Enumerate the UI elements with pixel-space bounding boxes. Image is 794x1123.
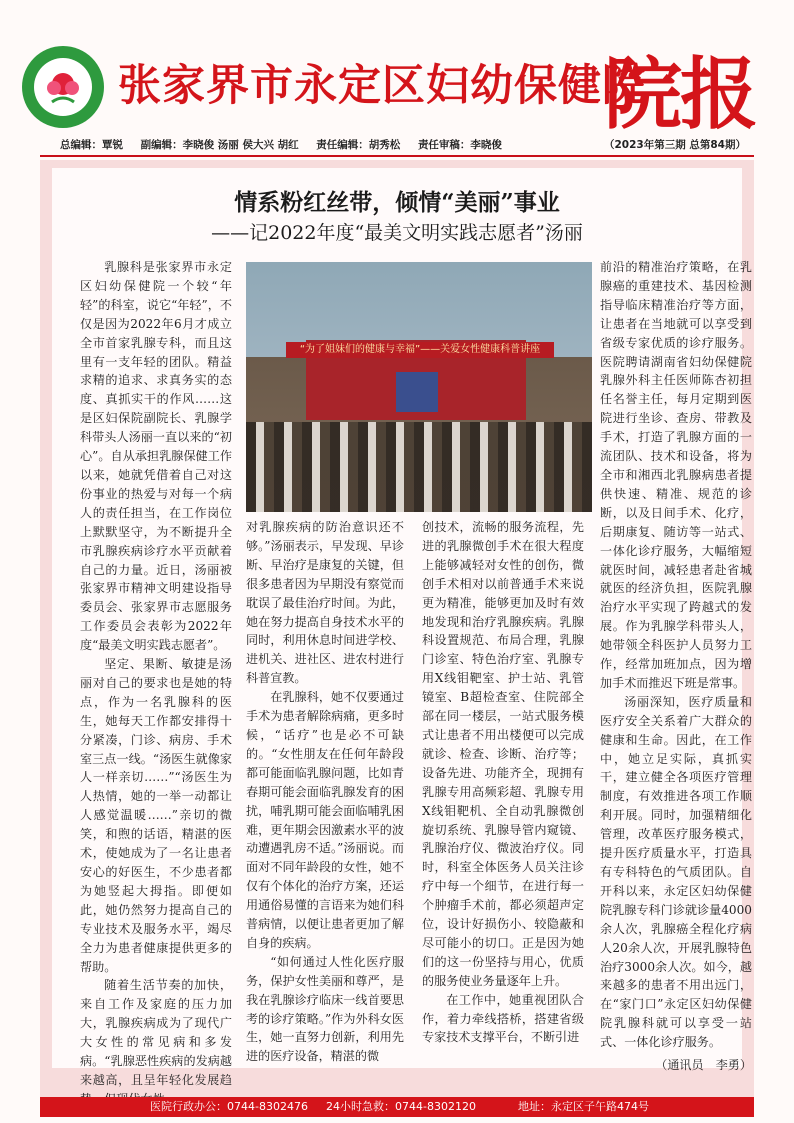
hospital-name: 张家界市永定区妇幼保健院 [118,61,646,111]
article-headline: 情系粉红丝带，倾情“美丽”事业 [234,189,560,216]
newspaper-title: 院报 [604,50,757,140]
paragraph: “如何通过人性化医疗服务，保护女性美丽和尊严，是我在乳腺诊疗临床一线首要思考的诊疗策略。”作为外科女医生，她一直努力创新，利用先进的医疗设备，精湛的微 [246,954,404,1064]
issue-number: （2023年第三期 总第84期） [604,139,746,151]
responsible-editor: 责任编辑：胡秀松 [316,139,401,151]
reviewer: 责任审稿：李晓俊 [417,139,502,151]
text-column-2 [246,518,404,1066]
hospital-logo [22,46,104,128]
text-column-1 [80,258,232,1109]
reporter-credit: （通讯员 李勇） [655,1058,752,1073]
paragraph: 在工作中，她重视团队合作，着力牵线搭桥，搭建省级专家技术支撑平台，不断引进 [422,992,584,1045]
paragraph: 汤丽深知，医疗质量和医疗安全关系着广大群众的健康和生命。因此，在工作中，她立足实际，真抓实干，建立健全各项医疗管理制度，有效推进各项工作顺利开展。同时，加强精细化管理，改革医疗服务模式，提升医疗质量水平，打造具有专科特色的气质团队。自开科以来，永定区妇幼保健院乳腺专科门诊就诊量4000余人次，乳腺癌全程化疗病人20余人次，开展乳腺特色治疗3000余人次。如今，越来越多的患者不用出远门，在“家门口”永定区妇幼保健院乳腺科就可以享受一站式、一体化诊疗服务。 [600,694,752,1050]
office-phone: 医院行政办公：0744-8302476 [150,1100,308,1113]
paragraph: 乳腺科是张家界市永定区妇幼保健院一个较“年轻”的科室，说它“年轻”，不仅是因为2022年6月才成立全市首家乳腺专科，而且这里有一支年轻的团队。精益求精的追求、求真务实的态度、真抓实干的作风……这是区妇保院副院长、乳腺学科带头人汤丽一直以来的“初心”。自从承担乳腺保健工作以来，她就凭借着自己对这份事业的热爱与对每一个病人的责任担当，在工作岗位上默默坚守，为不断提升全市乳腺疾病诊疗水平贡献着自己的力量。近日，汤丽被张家界市精神文明建设指导委员会、张家界市志愿服务工作委员会表彰为2022年度“最美文明实践志愿者”。 [80,260,232,653]
paragraph: 前沿的精准治疗策略，在乳腺癌的重建技术、基因检测指导临床精准治疗等方面，让患者在当地就可以享受到省级专家优质的诊疗服务。医院聘请湖南省妇幼保健院乳腺外科主任医师陈杏初担任名誉主任，每月定期到医院进行坐诊、查房、带教及手术，打造了乳腺方面的一流团队、技术和设备，将为全市和湘西北乳腺病患者提供快速、精准、规范的诊断，以及日间手术、化疗，后期康复、随访等一站式、一体化诊疗服务，大幅缩短就医时间，减轻患者赴省城就医的经济负担，医院乳腺治疗水平实现了跨越式的发展。作为乳腺学科带头人，她带领全科医护人员努力工作，经常加班加点，因为增加手术而推迟下班是常事。 [600,260,752,690]
paragraph: 创技术，流畅的服务流程，先进的乳腺微创手术在很大程度上能够减轻对女性的创伤，微创手术相对以前普通手术来说更为精准，能够更加及时有效地发现和治疗乳腺疾病。乳腺科设置规范、布局合理，乳腺门诊室、特色治疗室、乳腺专用X线钼靶室、护士站、乳管镜室、B超检查室、住院部全部在同一楼层，一站式服务模式让患者不用出楼便可以完成就诊、检查、诊断、治疗等；设备先进、功能齐全，现拥有乳腺专用高频彩超、乳腺专用X线钼靶机、全自动乳腺微创旋切系统、乳腺导管内窥镜、乳腺治疗仪、微波治疗仪。同时，科室全体医务人员关注诊疗中每一个细节，在进行每一个肿瘤手术前，都必须超声定位，设计好损伤小、较隐蔽和尽可能小的切口。正是因为她们的这一份坚持与用心，优质的服务使业务量逐年上升。 [422,520,584,988]
article-frame [40,160,754,1112]
text-column-3 [422,518,584,1047]
masthead-divider [40,155,754,157]
text-column-4 [600,258,752,1075]
photo-banner-text: “为了姐妹们的健康与幸福”——关爱女性健康科普讲座 [286,342,554,358]
chief-editor: 总编辑：覃锐 [60,139,123,151]
lecture-photo [246,262,592,512]
photo-audience [246,422,592,512]
paragraph: 在乳腺科，她不仅要通过手术为患者解除病痛，更多时候，“话疗”也是必不可缺的。“女性朋友在任何年龄段都可能面临乳腺问题，比如青春期可能会面临乳腺发育的困扰，哺乳期可能会面临哺乳困难，更年期会因激素水平的波动遭遇乳房不适。”汤丽说。而面对不同年龄段的女性，她不仅有个体化的治疗方案，还运用通俗易懂的言语来为她们科普病情，以便让患者更加了解自身的疾病。 [246,690,404,950]
address: 地址：永定区子午路474号 [518,1100,649,1113]
deputy-editors: 副编辑：李晓俊 汤丽 侯大兴 胡红 [140,139,299,151]
emergency-phone: 24小时急救：0744-8302120 [326,1100,476,1113]
paragraph: 对乳腺疾病的防治意识还不够。”汤丽表示，早发现、早诊断、早治疗是康复的关键，但很多患者因为早期没有察觉而耽误了最佳治疗时间。为此，她在努力提高自身技术水平的同时，利用休息时间进学校、进机关、进社区、进农村进行科普宣教。 [246,520,404,686]
logo-flower-icon [34,58,92,116]
article-subheadline: ——记2022年度“最美文明实践志愿者”汤丽 [211,222,583,244]
paragraph: 随着生活节奏的加快，来自工作及家庭的压力加大，乳腺疾病成为了现代广大女性的常见病和多发病。“乳腺恶性疾病的发病越来越高，且呈年轻化发展趋 [80,978,232,1087]
article [52,168,752,1087]
photo-projector-screen [396,372,438,412]
paragraph: 坚定、果断、敏捷是汤丽对自己的要求也是她的特点，作为一名乳腺科的医生，她每天工作都安排得十分紧凑，门诊、病房、手术室三点一线。“汤医生就像家人一样亲切……”“汤医生为人热情，她的一举一动都让人感觉温暖……”亲切的微笑，和煦的话语，精湛的医术，使她成为了一名让患者安心的好医生，不少患者都为她竖起大拇指。即便如此，她仍然努力提高自己的专业技术及服务水平，竭尽全力为患者健康提供更多的帮助。 [80,657,232,974]
footer-bar [40,1097,754,1117]
